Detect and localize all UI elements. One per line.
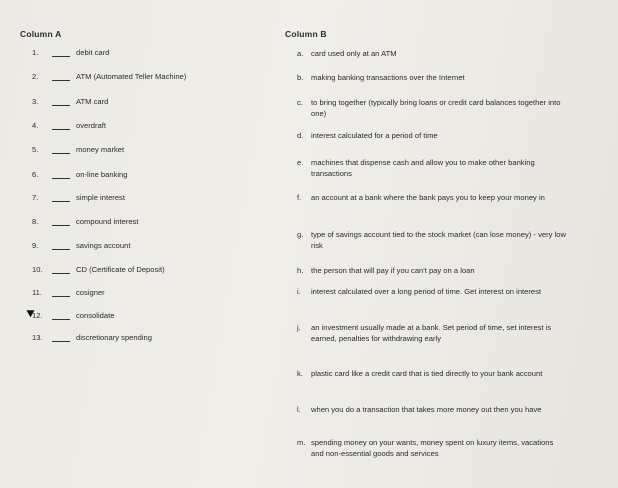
item-number: 10. (32, 265, 43, 274)
definition-text: an account at a bank where the bank pays you to keep your money in (311, 193, 545, 202)
item-letter: m. (297, 438, 306, 447)
definition-text: plastic card like a credit card that is tied directly to your bank account (311, 369, 543, 378)
answer-blank[interactable] (52, 341, 70, 342)
item-number: 9. (32, 241, 39, 250)
term-label: CD (Certificate of Deposit) (76, 265, 165, 274)
answer-blank[interactable] (52, 153, 70, 154)
item-letter: c. (297, 98, 303, 107)
column-a-item (32, 311, 272, 323)
column-a-item (32, 97, 272, 109)
column-a-heading: Column A (20, 29, 62, 39)
item-number: 1. (32, 48, 39, 57)
answer-blank[interactable] (52, 296, 70, 297)
answer-blank[interactable] (52, 56, 70, 57)
term-label: money market (76, 145, 125, 154)
answer-blank[interactable] (52, 249, 70, 250)
column-b-heading: Column B (285, 29, 327, 39)
column-a-item (32, 145, 272, 157)
definition-text: interest calculated over a long period of time. Get interest on interest (311, 287, 542, 296)
definition-text: type of savings account tied to the stock market (can lose money) - very low risk (311, 230, 566, 250)
term-label: discretionary spending (76, 333, 152, 342)
answer-blank[interactable] (52, 201, 70, 202)
item-number: 2. (32, 72, 39, 81)
term-label: debit card (76, 48, 110, 57)
column-a-item (32, 72, 272, 84)
term-label: on-line banking (76, 170, 128, 179)
item-letter: d. (297, 131, 304, 140)
term-label: ATM (Automated Teller Machine) (76, 72, 187, 81)
definition-text: machines that dispense cash and allow you to make other banking transactions (311, 158, 535, 178)
item-number: 11. (32, 288, 42, 297)
column-a-item (32, 217, 272, 229)
item-letter: e. (297, 158, 304, 167)
column-a-item (32, 170, 272, 182)
term-label: cosigner (76, 288, 105, 297)
term-label: overdraft (76, 121, 106, 130)
term-label: simple interest (76, 193, 125, 202)
definition-text: spending money on your wants, money spent on luxury items, vacations and non-essential goods and services (311, 438, 554, 458)
definition-text: making banking transactions over the Internet (311, 73, 465, 82)
item-number: 12. (32, 311, 43, 320)
answer-blank[interactable] (52, 225, 70, 226)
item-letter: a. (297, 49, 304, 58)
column-a-item (32, 193, 272, 205)
item-number: 13. (32, 333, 43, 342)
term-label: compound interest (76, 217, 139, 226)
item-number: 6. (32, 170, 39, 179)
term-label: ATM card (76, 97, 109, 106)
answer-blank[interactable] (52, 319, 70, 320)
definition-text: card used only at an ATM (311, 49, 397, 58)
definition-text: when you do a transaction that takes more money out then you have (311, 405, 542, 414)
item-number: 8. (32, 217, 39, 226)
item-letter: b. (297, 73, 304, 82)
definition-text: an investment usually made at a bank. Set period of time, set interest is earned, penalties for withdrawing early (311, 323, 552, 343)
definition-text: the person that will pay if you can't pay on a loan (311, 266, 475, 275)
item-letter: g. (297, 230, 304, 239)
term-label: consolidate (76, 311, 115, 320)
answer-blank[interactable] (52, 105, 70, 106)
definition-text: to bring together (typically bring loans or credit card balances together into one) (311, 98, 561, 118)
item-letter: i. (297, 287, 301, 296)
column-a-item (32, 241, 272, 253)
item-number: 3. (32, 97, 39, 106)
definition-text: interest calculated for a period of time (311, 131, 438, 140)
item-letter: j. (297, 323, 301, 332)
answer-blank[interactable] (52, 178, 70, 179)
column-a-item (32, 265, 272, 277)
column-a-item (32, 288, 272, 300)
item-letter: h. (297, 266, 304, 275)
column-a-item (32, 333, 272, 345)
answer-blank[interactable] (52, 80, 70, 81)
item-number: 7. (32, 193, 39, 202)
answer-blank[interactable] (52, 273, 70, 274)
term-label: savings account (76, 241, 131, 250)
item-number: 5. (32, 145, 39, 154)
answer-blank[interactable] (52, 129, 70, 130)
item-letter: f. (297, 193, 302, 202)
column-a-item (32, 121, 272, 133)
item-letter: k. (297, 369, 303, 378)
item-number: 4. (32, 121, 39, 130)
item-letter: l. (297, 405, 301, 414)
column-a-item (32, 48, 272, 60)
